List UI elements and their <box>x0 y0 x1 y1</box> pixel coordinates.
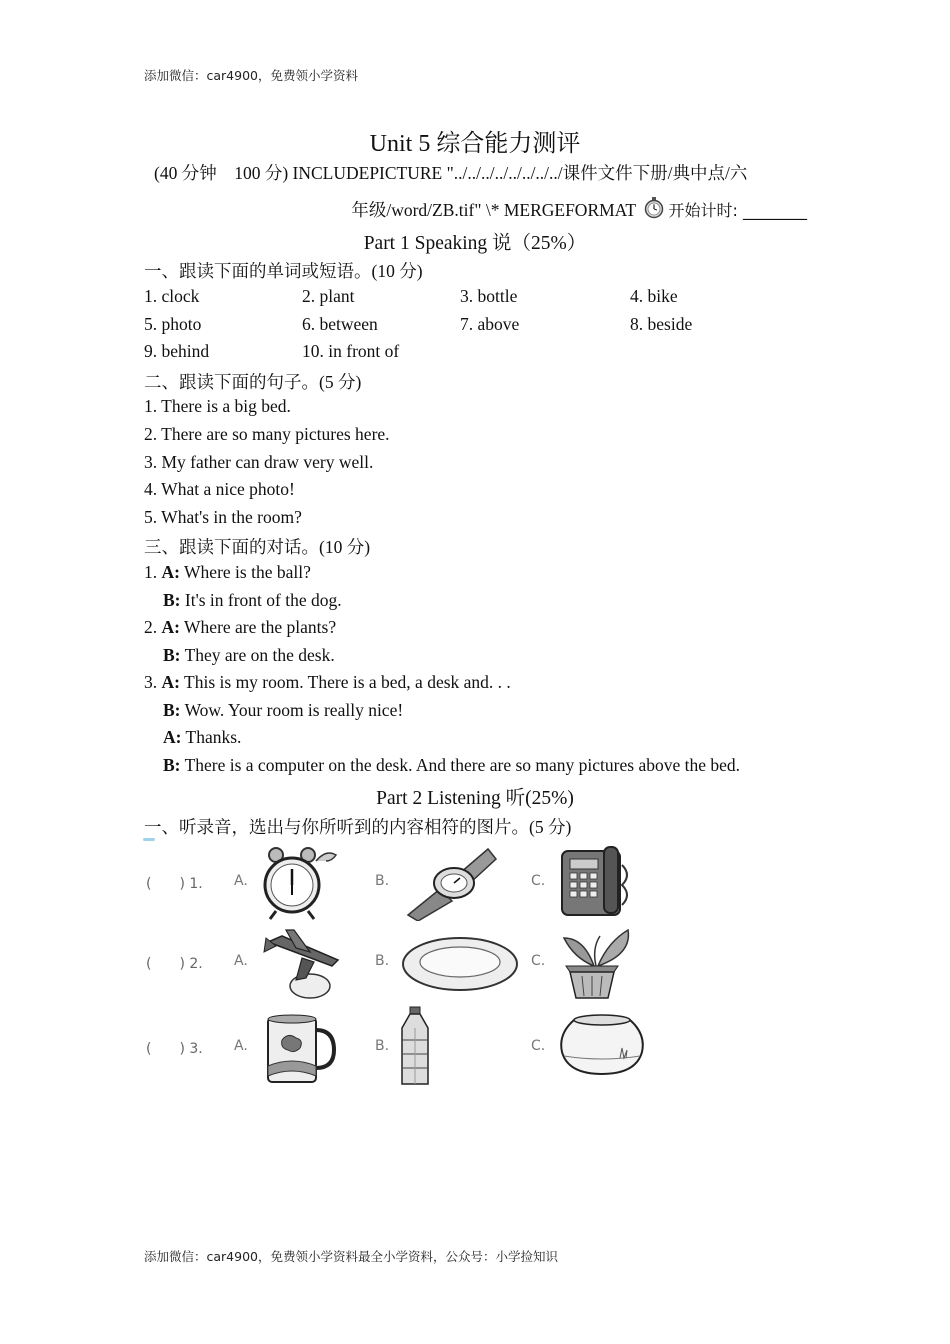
speaker-label: A: <box>163 727 182 747</box>
dialogue-number: 2. <box>144 617 158 637</box>
blue-mark <box>143 838 155 841</box>
dialogue-number: 1. <box>144 562 158 582</box>
question-number: ( ) 3. <box>146 1041 203 1057</box>
dialogue-text: Thanks. <box>185 727 242 747</box>
word-item: 4. bike <box>630 286 678 306</box>
word-item: 2. plant <box>302 286 355 306</box>
speaker-label: B: <box>163 755 181 775</box>
word-item: 8. beside <box>630 314 693 334</box>
dialogue-line <box>144 617 336 638</box>
sentence-item: 3. My father can draw very well. <box>144 452 374 472</box>
sentence-item: 1. There is a big bed. <box>144 396 291 416</box>
sentence-item: 5. What's in the room? <box>144 507 302 527</box>
dialogue-line <box>144 672 511 693</box>
dialogue-line <box>163 700 403 721</box>
bottle-icon <box>398 1006 432 1088</box>
dialogue-line <box>163 590 342 611</box>
airplane-icon <box>262 928 344 1000</box>
sentence-item: 2. There are so many pictures here. <box>144 424 390 444</box>
telephone-icon <box>558 845 634 919</box>
part1-heading: Part 1 Speaking 说（25%） <box>363 233 587 254</box>
dialogue-text: This is my room. There is a bed, a desk and. . . <box>184 672 511 692</box>
page-footer: 添加微信：car4900，免费领小学资料最全小学资料，公众号：小学捡知识 <box>144 1249 558 1264</box>
speaker-label: A: <box>161 562 180 582</box>
word-item: 1. clock <box>144 286 200 306</box>
dialogue-text: It's in front of the dog. <box>184 590 342 610</box>
speaker-label: B: <box>163 645 181 665</box>
section4-heading: 一、听录音，选出与你所听到的内容相符的图片。(5 分) <box>144 817 572 837</box>
option-label: B. <box>375 1038 390 1054</box>
dialogue-line <box>163 755 740 776</box>
page-header: 添加微信：car4900，免费领小学资料 <box>144 68 358 83</box>
dialogue-text: They are on the desk. <box>184 645 335 665</box>
option-label: B. <box>375 873 390 889</box>
wristwatch-icon <box>400 845 498 921</box>
option-label: A. <box>234 1038 248 1054</box>
word-item: 9. behind <box>144 341 210 361</box>
dialogue-line <box>163 645 335 666</box>
dialogue-line <box>144 562 311 583</box>
section3-heading: 三、跟读下面的对话。(10 分) <box>144 537 371 557</box>
option-label: A. <box>234 873 248 889</box>
page-title: Unit 5 综合能力测评 <box>369 131 581 157</box>
plate-icon <box>400 934 520 996</box>
dialogue-text: Wow. Your room is really nice! <box>184 700 404 720</box>
meta-line-2-text: 年级/word/ZB.tif" \* MERGEFORMAT <box>351 200 636 220</box>
meta-line-2 <box>351 197 807 222</box>
speaker-label: A: <box>161 617 180 637</box>
word-item: 6. between <box>302 314 378 334</box>
timer-label: 开始计时: ________ <box>668 201 807 220</box>
stopwatch-icon <box>644 197 664 219</box>
option-label: C. <box>531 953 546 969</box>
section1-heading: 一、跟读下面的单词或短语。(10 分) <box>144 261 423 281</box>
dialogue-number: 3. <box>144 672 158 692</box>
speaker-label: B: <box>163 590 181 610</box>
dialogue-text: There is a computer on the desk. And there are so many pictures above the bed. <box>184 755 740 775</box>
question-number: ( ) 1. <box>146 876 203 892</box>
dialogue-text: Where is the ball? <box>184 562 311 582</box>
meta-line-1: (40 分钟 100 分) INCLUDEPICTURE "../../../../../../../../课件文件下册/典中点/六 <box>154 163 748 183</box>
option-label: C. <box>531 873 546 889</box>
dialogue-line <box>163 727 241 748</box>
speaker-label: B: <box>163 700 181 720</box>
option-label: C. <box>531 1038 546 1054</box>
part2-heading: Part 2 Listening 听(25%) <box>376 788 574 809</box>
section2-heading: 二、跟读下面的句子。(5 分) <box>144 372 362 392</box>
fishbowl-icon <box>556 1012 648 1076</box>
speaker-label: A: <box>161 672 180 692</box>
word-item: 5. photo <box>144 314 202 334</box>
word-item: 7. above <box>460 314 520 334</box>
dialogue-text: Where are the plants? <box>184 617 337 637</box>
word-item: 3. bottle <box>460 286 518 306</box>
alarm-clock-icon <box>262 845 342 921</box>
mug-icon <box>264 1012 336 1086</box>
option-label: B. <box>375 953 390 969</box>
potted-plant-icon <box>558 926 634 1000</box>
option-label: A. <box>234 953 248 969</box>
question-number: ( ) 2. <box>146 956 203 972</box>
sentence-item: 4. What a nice photo! <box>144 479 295 499</box>
word-item: 10. in front of <box>302 341 400 361</box>
